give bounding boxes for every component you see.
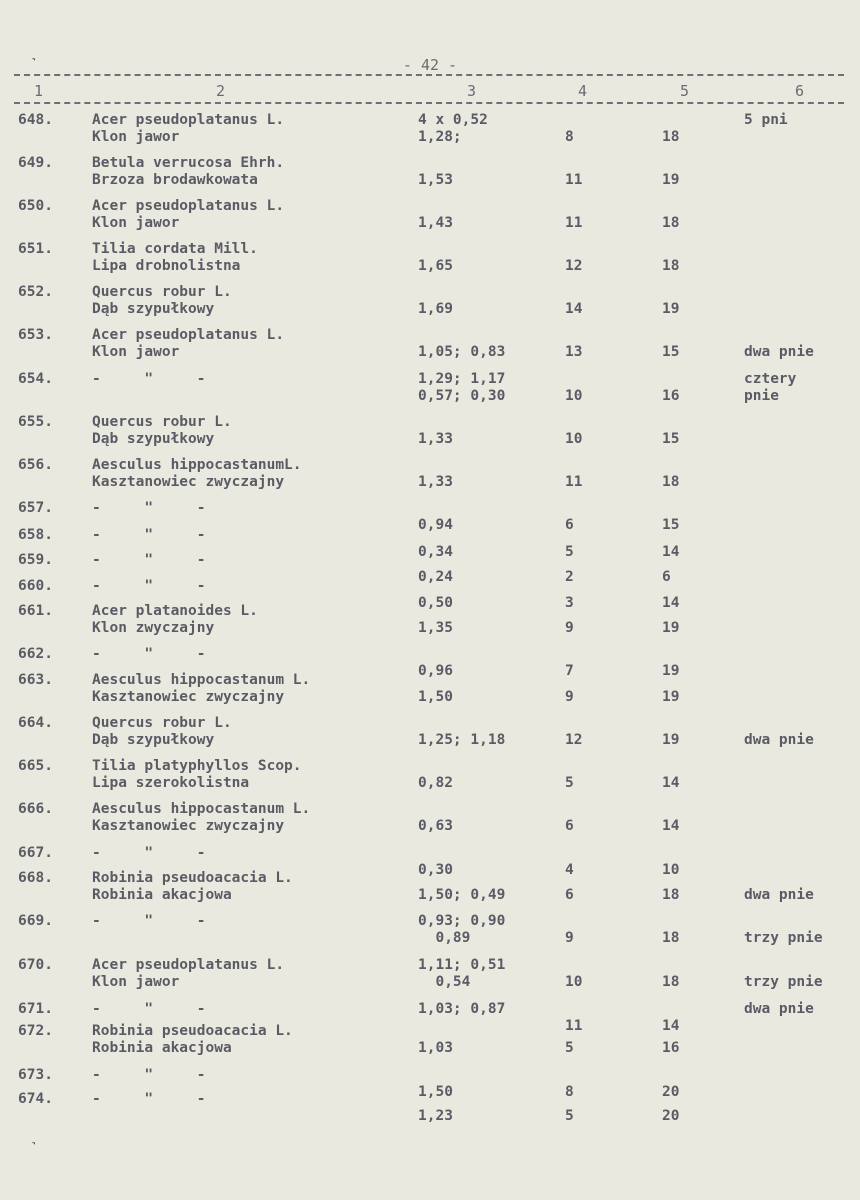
height-value: 18 [662,215,680,231]
species-latin: - " - [92,646,206,662]
species-latin: Acer pseudoplatanus L. [92,112,285,128]
row-number: 652. [18,284,53,300]
height-value: 18 [662,258,680,274]
diameter-line-2: 0,82 [418,775,453,791]
species-latin: Quercus robur L. [92,715,232,731]
age-value: 11 [565,474,583,490]
species-latin: - " - [92,913,206,929]
species-latin: Robinia pseudoacacia L. [92,1023,293,1039]
page-number: - 42 - [402,56,458,74]
diameter-line-2: 1,33 [418,431,453,447]
species-latin: Aesculus hippocastanumL. [92,457,302,473]
age-value: 12 [565,732,583,748]
height-value: 15 [662,431,680,447]
header-bottom-rule [14,102,844,104]
height-value: 19 [662,663,680,679]
species-latin: Acer pseudoplatanus L. [92,198,285,214]
height-value: 18 [662,474,680,490]
age-value: 10 [565,974,583,990]
age-value: 3 [565,595,574,611]
species-latin: Tilia cordata Mill. [92,241,258,257]
age-value: 9 [565,930,574,946]
remarks-line-2: dwa pnie [744,344,814,360]
row-number: 663. [18,672,53,688]
diameter-line-2: 0,63 [418,818,453,834]
height-value: 14 [662,544,680,560]
species-latin: Acer pseudoplatanus L. [92,327,285,343]
age-value: 5 [565,1040,574,1056]
height-value: 14 [662,1018,680,1034]
species-latin: Aesculus hippocastanum L. [92,672,311,688]
species-latin: - " - [92,527,206,543]
age-value: 6 [565,517,574,533]
height-value: 14 [662,818,680,834]
diameter-line-2: 0,34 [418,544,453,560]
species-latin: - " - [92,1067,206,1083]
age-value: 10 [565,431,583,447]
diameter-line-2: 0,94 [418,517,453,533]
diameter-line-2: 1,25; 1,18 [418,732,506,748]
diameter-line-2: 0,57; 0,30 [418,388,506,404]
age-value: 9 [565,689,574,705]
species-polish: Klon zwyczajny [92,620,215,636]
diameter-line-2: 0,89 [418,930,471,946]
species-latin: - " - [92,1091,206,1107]
row-number: 671. [18,1001,53,1017]
height-value: 15 [662,517,680,533]
remarks-line-2: dwa pnie [744,732,814,748]
column-header-1: 1 [34,82,44,100]
height-value: 6 [662,569,671,585]
species-polish: Dąb szypułkowy [92,732,215,748]
species-polish: Lipa drobnolistna [92,258,241,274]
age-value: 14 [565,301,583,317]
row-number: 657. [18,500,53,516]
height-value: 18 [662,930,680,946]
species-latin: Betula verrucosa Ehrh. [92,155,285,171]
species-polish: Robinia akacjowa [92,887,232,903]
height-value: 19 [662,620,680,636]
row-number: 668. [18,870,53,886]
column-header-3: 3 [467,82,477,100]
punch-mark: ˺ [30,1140,38,1154]
diameter-line-2: 1,05; 0,83 [418,344,506,360]
species-latin: Acer platanoides L. [92,603,258,619]
row-number: 648. [18,112,53,128]
age-value: 6 [565,818,574,834]
age-value: 5 [565,775,574,791]
diameter-line-2: 1,33 [418,474,453,490]
row-number: 659. [18,552,53,568]
age-value: 13 [565,344,583,360]
column-header-6: 6 [795,82,805,100]
age-value: 11 [565,172,583,188]
species-latin: Robinia pseudoacacia L. [92,870,293,886]
diameter-line-2: 1,50 [418,689,453,705]
remarks-line-1: cztery [744,371,797,387]
species-latin: Acer pseudoplatanus L. [92,957,285,973]
species-polish: Klon jawor [92,344,180,360]
row-number: 670. [18,957,53,973]
row-number: 669. [18,913,53,929]
column-header-4: 4 [578,82,588,100]
height-value: 19 [662,732,680,748]
column-header-row [0,82,860,102]
species-polish: Kasztanowiec zwyczajny [92,689,285,705]
diameter-line-2: 1,53 [418,172,453,188]
row-number: 674. [18,1091,53,1107]
height-value: 14 [662,595,680,611]
age-value: 8 [565,1084,574,1100]
species-latin: - " - [92,578,206,594]
diameter-line-1: 1,11; 0,51 [418,957,506,973]
age-value: 11 [565,1018,583,1034]
diameter-line-2: 1,28; [418,129,462,145]
height-value: 18 [662,974,680,990]
diameter-line-1: 4 x 0,52 [418,112,488,128]
height-value: 15 [662,344,680,360]
row-number: 653. [18,327,53,343]
remarks-line-1: 5 pni [744,112,788,128]
age-value: 11 [565,215,583,231]
species-latin: Quercus robur L. [92,414,232,430]
height-value: 20 [662,1108,680,1124]
height-value: 10 [662,862,680,878]
diameter-line-2: 0,54 [418,974,471,990]
diameter-line-2: 1,69 [418,301,453,317]
diameter-line-1: 0,93; 0,90 [418,913,506,929]
row-number: 654. [18,371,53,387]
species-latin: Tilia platyphyllos Scop. [92,758,302,774]
remarks-line-2: dwa pnie [744,887,814,903]
height-value: 18 [662,887,680,903]
diameter-line-2: 1,35 [418,620,453,636]
header-top-rule [14,74,844,76]
species-polish: Klon jawor [92,974,180,990]
diameter-line-2: 1,03 [418,1040,453,1056]
diameter-line-2: 1,50; 0,49 [418,887,506,903]
row-number: 661. [18,603,53,619]
remarks-line-2: trzy pnie [744,930,823,946]
row-number: 665. [18,758,53,774]
age-value: 4 [565,862,574,878]
height-value: 19 [662,689,680,705]
height-value: 14 [662,775,680,791]
species-polish: Robinia akacjowa [92,1040,232,1056]
age-value: 8 [565,129,574,145]
diameter-line-2: 1,50 [418,1084,453,1100]
row-number: 655. [18,414,53,430]
species-latin: Quercus robur L. [92,284,232,300]
diameter-line-2: 0,50 [418,595,453,611]
row-number: 662. [18,646,53,662]
age-value: 12 [565,258,583,274]
species-latin: - " - [92,552,206,568]
height-value: 16 [662,1040,680,1056]
age-value: 2 [565,569,574,585]
height-value: 18 [662,129,680,145]
species-latin: - " - [92,1001,206,1017]
row-number: 651. [18,241,53,257]
diameter-line-2: 1,43 [418,215,453,231]
species-polish: Brzoza brodawkowata [92,172,258,188]
species-polish: Klon jawor [92,215,180,231]
row-number: 667. [18,845,53,861]
diameter-line-1: 1,29; 1,17 [418,371,506,387]
diameter-line-2: 0,24 [418,569,453,585]
column-header-2: 2 [216,82,226,100]
age-value: 6 [565,887,574,903]
row-number: 656. [18,457,53,473]
species-polish: Klon jawor [92,129,180,145]
species-polish: Kasztanowiec zwyczajny [92,818,285,834]
row-number: 672. [18,1023,53,1039]
species-latin: - " - [92,371,206,387]
species-polish: Lipa szerokolistna [92,775,250,791]
age-value: 5 [565,544,574,560]
height-value: 19 [662,172,680,188]
row-number: 658. [18,527,53,543]
diameter-line-1: 1,03; 0,87 [418,1001,506,1017]
species-latin: - " - [92,500,206,516]
species-polish: Dąb szypułkowy [92,301,215,317]
remarks-line-2: pnie [744,388,779,404]
height-value: 19 [662,301,680,317]
species-latin: - " - [92,845,206,861]
age-value: 5 [565,1108,574,1124]
age-value: 9 [565,620,574,636]
age-value: 7 [565,663,574,679]
remarks-line-1: dwa pnie [744,1001,814,1017]
diameter-line-2: 0,96 [418,663,453,679]
remarks-line-2: trzy pnie [744,974,823,990]
species-polish: Dąb szypułkowy [92,431,215,447]
column-header-5: 5 [680,82,690,100]
age-value: 10 [565,388,583,404]
punch-mark: ˺ [30,56,38,70]
row-number: 650. [18,198,53,214]
species-polish: Kasztanowiec zwyczajny [92,474,285,490]
row-number: 649. [18,155,53,171]
row-number: 666. [18,801,53,817]
row-number: 664. [18,715,53,731]
diameter-line-2: 0,30 [418,862,453,878]
diameter-line-2: 1,23 [418,1108,453,1124]
height-value: 20 [662,1084,680,1100]
row-number: 673. [18,1067,53,1083]
row-number: 660. [18,578,53,594]
height-value: 16 [662,388,680,404]
diameter-line-2: 1,65 [418,258,453,274]
species-latin: Aesculus hippocastanum L. [92,801,311,817]
